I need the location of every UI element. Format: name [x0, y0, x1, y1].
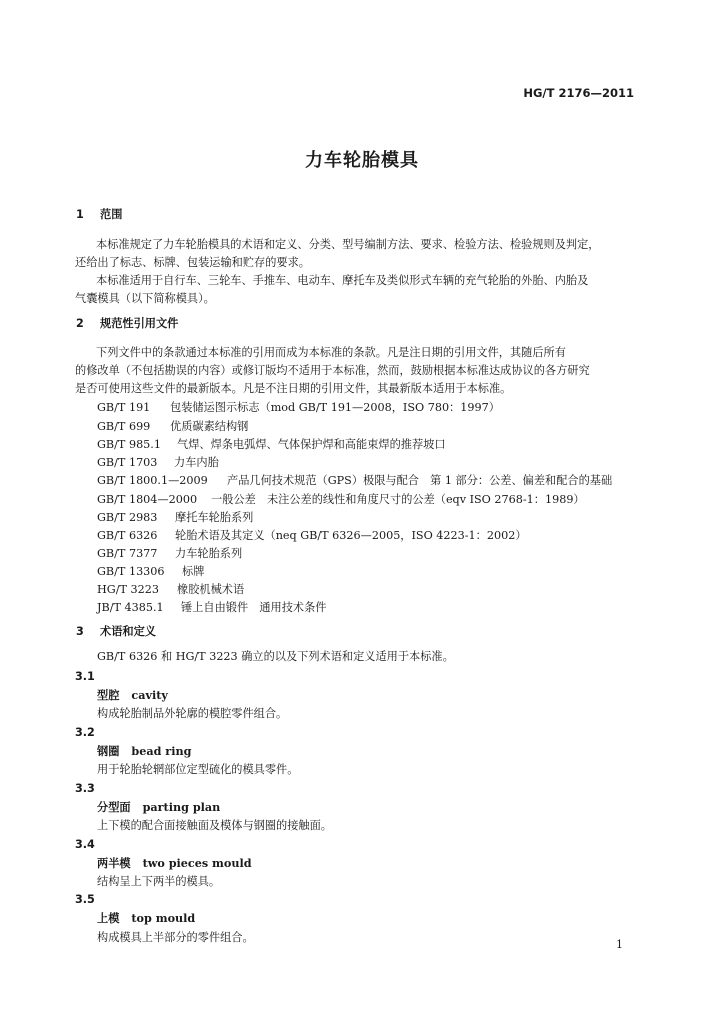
reference-title: 锤上自由锻件 通用技术条件	[181, 601, 327, 614]
reference-code: GB/T 1804—2000	[97, 493, 198, 506]
reference-item	[97, 583, 244, 596]
reference-title: 气焊、焊条电弧焊、气体保护焊和高能束焊的推荐坡口	[177, 438, 446, 451]
reference-title: 产品几何技术规范（GPS）极限与配合 第 1 部分：公差、偏差和配合的基础	[227, 474, 613, 487]
term-en: parting plan	[142, 800, 221, 814]
term-en: top mould	[131, 911, 196, 925]
reference-title: 轮胎术语及其定义（neq GB/T 6326—2005，ISO 4223-1：2002）	[175, 529, 527, 542]
reference-item	[97, 420, 248, 433]
paragraph-line: 下列文件中的条款通过本标准的引用而成为本标准的条款。凡是注日期的引用文件，其随后所有	[96, 346, 566, 359]
section-number: 3	[76, 625, 84, 638]
standard-code: HG/T 2176—2011	[523, 86, 634, 100]
reference-item	[97, 401, 500, 414]
term-zh: 两半模	[97, 856, 131, 870]
section-heading-terms	[76, 625, 156, 638]
term-number: 3.5	[75, 893, 95, 906]
reference-item	[97, 565, 204, 578]
term-definition: 上下模的配合面接触面及模体与钢圈的接触面。	[97, 819, 332, 832]
section-heading-scope	[76, 208, 122, 221]
term-zh: 分型面	[97, 800, 131, 814]
term-en: bead ring	[131, 744, 192, 758]
paragraph-line: 本标准适用于自行车、三轮车、手推车、电动车、摩托车及类似形式车辆的充气轮胎的外胎、内胎及	[96, 274, 589, 287]
reference-code: GB/T 699	[97, 420, 151, 433]
term-definition: 构成轮胎制品外轮廓的模腔零件组合。	[97, 707, 288, 720]
reference-item	[97, 529, 527, 542]
term-definition: 用于轮胎轮辋部位定型硫化的模具零件。	[97, 763, 299, 776]
reference-item	[97, 493, 585, 506]
reference-title: 力车内胎	[174, 456, 219, 469]
reference-title: 摩托车轮胎系列	[175, 511, 254, 524]
reference-code: HG/T 3223	[97, 583, 159, 596]
paragraph-line: 本标准规定了力车轮胎模具的术语和定义、分类、型号编制方法、要求、检验方法、检验规则及判定，	[96, 238, 600, 251]
reference-title: 一般公差 未注公差的线性和角度尺寸的公差（eqv ISO 2768-1：1989）	[211, 493, 585, 506]
reference-title: 标牌	[182, 565, 205, 578]
paragraph-line: 的修改单（不包括勘误的内容）或修订版均不适用于本标准，然而，鼓励根据本标准达成协议的各方研究	[75, 364, 590, 377]
term-number: 3.3	[75, 782, 95, 795]
reference-item	[97, 456, 219, 469]
reference-item	[97, 438, 446, 451]
section-number: 1	[76, 208, 84, 221]
section-title: 规范性引用文件	[100, 317, 179, 330]
term-name	[97, 857, 252, 870]
reference-item	[97, 511, 253, 524]
paragraph-line: 气囊模具（以下简称模具）。	[75, 292, 215, 305]
term-name	[97, 745, 191, 758]
reference-code: GB/T 6326	[97, 529, 158, 542]
page-number: 1	[616, 938, 623, 951]
paragraph-line: 还给出了标志、标牌、包装运输和贮存的要求。	[75, 256, 310, 269]
terms-intro: GB/T 6326 和 HG/T 3223 确立的以及下列术语和定义适用于本标准。	[97, 650, 454, 663]
term-en: cavity	[131, 688, 168, 702]
section-number: 2	[76, 317, 84, 330]
reference-code: GB/T 2983	[97, 511, 158, 524]
reference-code: JB/T 4385.1	[97, 601, 164, 614]
document-title: 力车轮胎模具	[305, 150, 419, 171]
reference-item	[97, 547, 242, 560]
section-title: 术语和定义	[100, 625, 156, 638]
term-number: 3.4	[75, 838, 95, 851]
reference-code: GB/T 1703	[97, 456, 158, 469]
term-definition: 构成模具上半部分的零件组合。	[97, 931, 254, 944]
reference-title: 橡胶机械术语	[177, 583, 245, 596]
reference-code: GB/T 191	[97, 401, 151, 414]
term-zh: 型腔	[97, 688, 120, 702]
section-title: 范围	[100, 208, 123, 221]
term-en: two pieces mould	[142, 856, 252, 870]
reference-item	[97, 601, 326, 614]
reference-code: GB/T 13306	[97, 565, 165, 578]
reference-code: GB/T 985.1	[97, 438, 161, 451]
paragraph-line: 是否可使用这些文件的最新版本。凡是不注日期的引用文件，其最新版本适用于本标准。	[75, 382, 512, 395]
term-number: 3.2	[75, 726, 95, 739]
term-zh: 钢圈	[97, 744, 120, 758]
term-zh: 上模	[97, 911, 120, 925]
reference-item	[97, 474, 612, 487]
reference-title: 包装储运图示标志（mod GB/T 191—2008，ISO 780：1997）	[170, 401, 500, 414]
term-name	[97, 912, 195, 925]
reference-code: GB/T 7377	[97, 547, 158, 560]
section-heading-normative	[76, 317, 178, 330]
term-name	[97, 689, 168, 702]
term-name	[97, 801, 220, 814]
term-number: 3.1	[75, 670, 95, 683]
reference-title: 力车轮胎系列	[175, 547, 243, 560]
reference-code: GB/T 1800.1—2009	[97, 474, 208, 487]
term-definition: 结构呈上下两半的模具。	[97, 875, 221, 888]
reference-title: 优质碳素结构钢	[170, 420, 249, 433]
